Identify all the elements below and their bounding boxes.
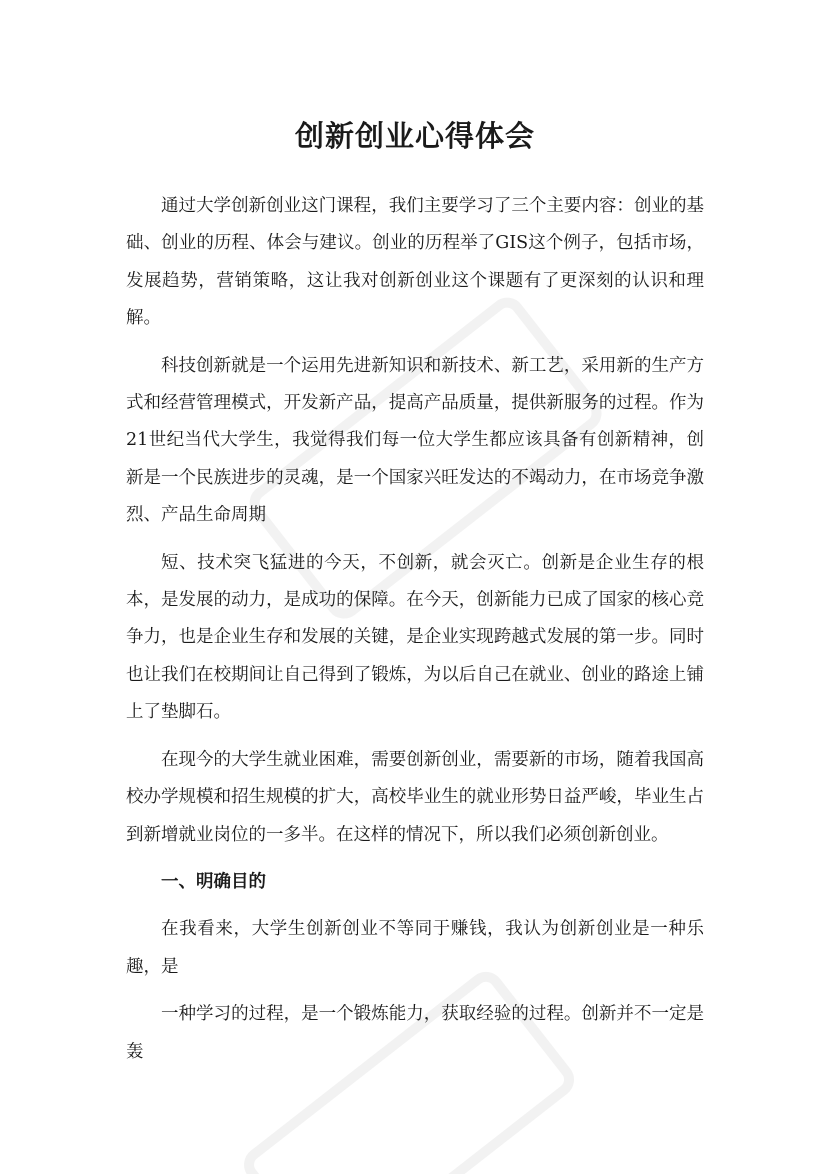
paragraph-innovation-importance: 短、技术突飞猛进的今天，不创新，就会灭亡。创新是企业生存的根本，是发展的动力，是成功的保障。在今天，创新能力已成了国家的核心竞争力，也是企业生存和发展的关键，是企业实现跨越式发展的第一步。同时也让我们在校期间让自己得到了锻炼，为以后自己在就业、创业的路途上铺上了垫脚石。 [126, 552, 704, 723]
paragraph-tech-innovation: 科技创新就是一个运用先进新知识和新技术、新工艺，采用新的生产方式和经营管理模式，开发新产品，提高产品质量，提供新服务的过程。作为21世纪当代大学生，我觉得我们每一位大学生都应该具备有创新精神，创新是一个民族进步的灵魂，是一个国家兴旺发达的不竭动力，在市场竞争激烈、产品生命周期 [126, 355, 704, 526]
paragraph-employment: 在现今的大学生就业困难，需要创新创业，需要新的市场，随着我国高校办学规模和招生规模的扩大，高校毕业生的就业形势日益严峻，毕业生占到新增就业岗位的一多半。在这样的情况下，所以我们必须创新创业。 [126, 749, 704, 845]
paragraph-learning-process: 一种学习的过程，是一个锻炼能力，获取经验的过程。创新并不一定是轰 [126, 1004, 704, 1062]
paragraph-purpose: 在我看来，大学生创新创业不等同于赚钱，我认为创新创业是一种乐趣，是 [126, 919, 704, 977]
paragraph-intro: 通过大学创新创业这门课程，我们主要学习了三个主要内容：创业的基础、创业的历程、体会与建议。创业的历程举了GIS这个例子，包括市场，发展趋势，营销策略，这让我对创新创业这个课题有了更深刻的认识和理解。 [126, 196, 704, 329]
document-title: 创新创业心得体会 [294, 119, 535, 153]
document-body [126, 188, 704, 1081]
section-heading-purpose: 一、明确目的 [161, 871, 266, 892]
